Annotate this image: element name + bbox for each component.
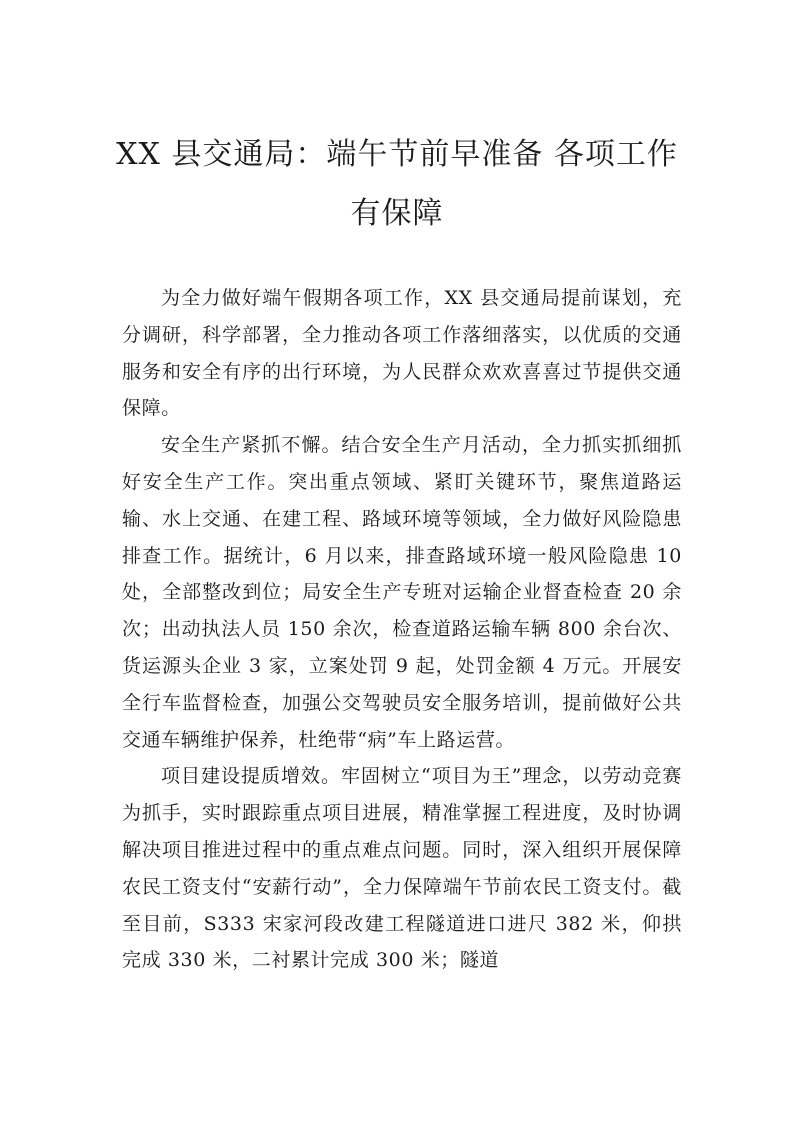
document-body bbox=[122, 280, 682, 979]
paragraph-safety: 安全生产紧抓不懈。结合安全生产月活动，全力抓实抓细抓好安全生产工作。突出重点领域、紧盯关键环节，聚焦道路运输、水上交通、在建工程、路域环境等领域，全力做好风险隐患排查工作。据统计，6 月以来，排查路域环境一般风险隐患 10 处，全部整改到位；局安全生产专班对运输企业督查检查 20 余次；出动执法人员 150 余次，检查道路运输车辆 800 余台次、货运源头企业 3 家，立案处罚 9 起，处罚金额 4 万元。开展安全行车监督检查，加强公交驾驶员安全服务培训，提前做好公共交通车辆维护保养，杜绝带“病”车上路运营。 bbox=[122, 434, 682, 751]
paragraph-projects: 项目建设提质增效。牢固树立“项目为王”理念，以劳动竞赛为抓手，实时跟踪重点项目进展，精准掌握工程进度，及时协调解决项目推进过程中的重点难点问题。同时，深入组织开展保障农民工资支付“安薪行动”，全力保障端午节前农民工资支付。截至目前，S333 宋家河段改建工程隧道进口进尺 382 米，仰拱完成 330 米，二衬累计完成 300 米；隧道 bbox=[122, 765, 682, 972]
document-title-line-1: XX 县交通局：端午节前早准备 各项工作 bbox=[116, 137, 678, 172]
paragraph-intro: 为全力做好端午假期各项工作，XX 县交通局提前谋划，充分调研，科学部署，全力推动各项工作落细落实，以优质的交通服务和安全有序的出行环境，为人民群众欢欢喜喜过节提供交通保障。 bbox=[122, 287, 682, 420]
document-title-line-2: 有保障 bbox=[350, 196, 444, 231]
